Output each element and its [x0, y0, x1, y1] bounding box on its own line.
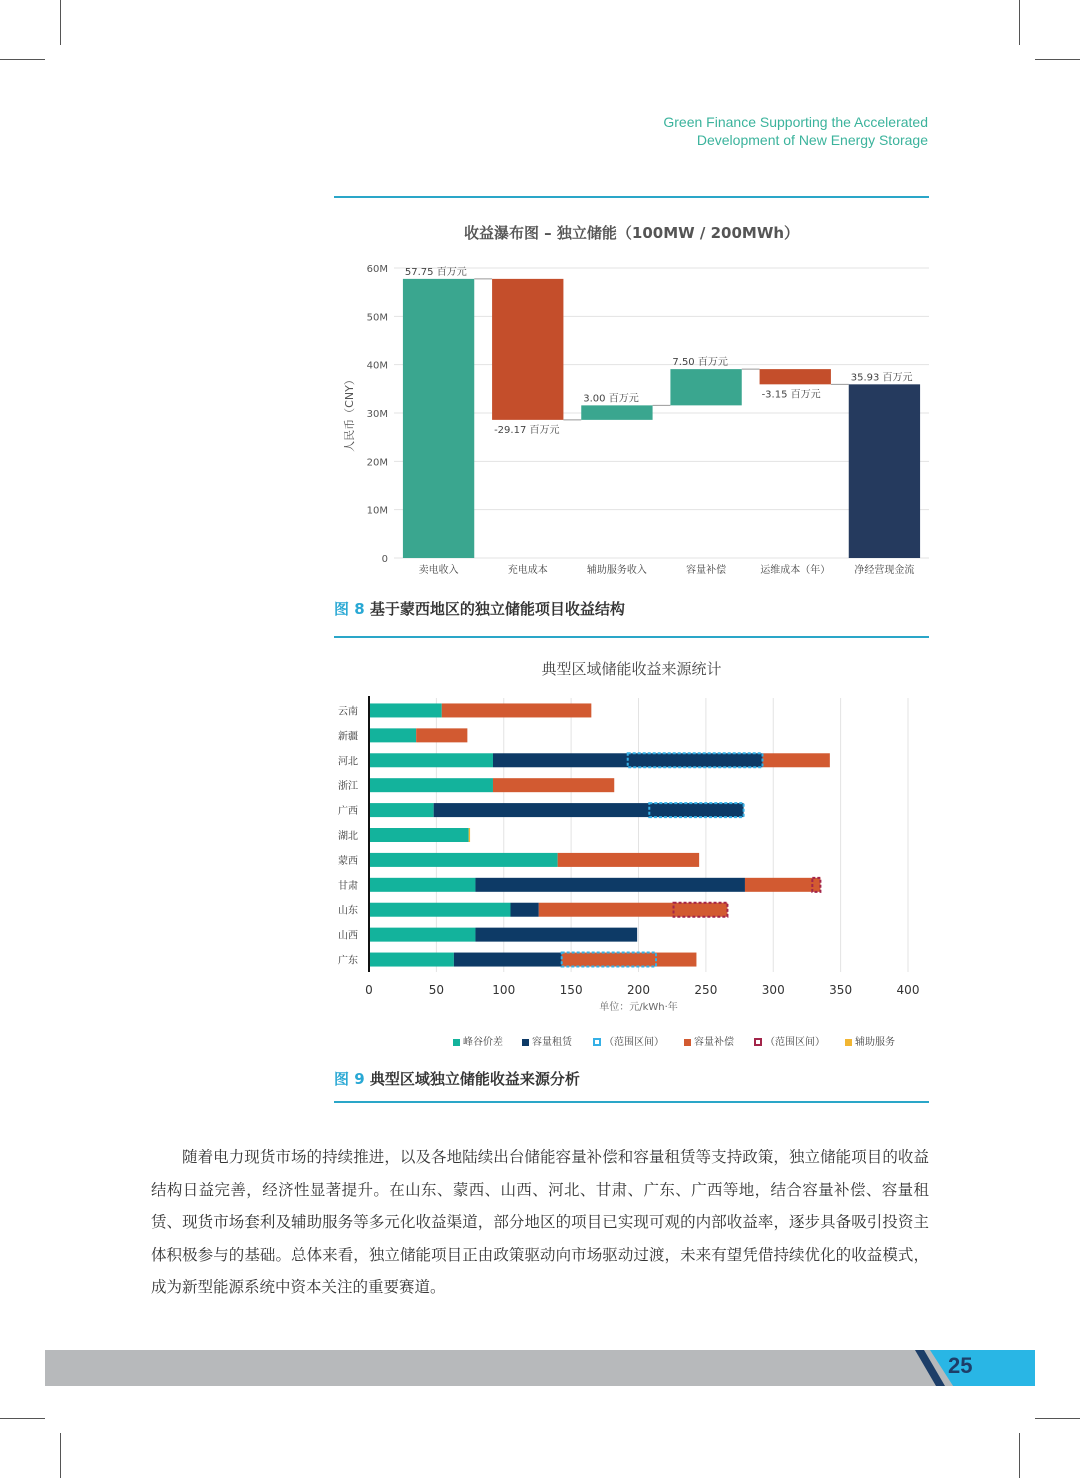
bar-segment	[454, 953, 562, 967]
crop-mark	[0, 1418, 45, 1419]
data-label: 3.00 百万元	[583, 393, 639, 405]
legend-swatch	[522, 1039, 529, 1046]
y-axis-label: 人民币（CNY）	[343, 374, 356, 452]
x-tick-label: 400	[896, 983, 920, 997]
figure-8-caption	[334, 598, 625, 619]
running-header	[663, 113, 928, 149]
bar-segment	[762, 753, 829, 767]
bar-segment	[539, 903, 728, 917]
bar-segment	[369, 903, 510, 917]
category-label: 蒙西	[338, 855, 358, 867]
crop-mark	[1035, 59, 1080, 60]
figure-rule-top	[334, 196, 929, 198]
stacked-chart-title: 典型区域储能收益来源统计	[541, 660, 722, 678]
crop-mark	[1035, 1418, 1080, 1419]
figure-8-number: 图 8	[334, 600, 365, 618]
waterfall-bar	[670, 369, 741, 405]
category-label: 湖北	[338, 831, 358, 842]
x-tick-label: 150	[559, 983, 583, 997]
x-tick-label: 300	[761, 983, 785, 997]
y-tick-label: 30M	[366, 409, 388, 420]
bar-segment	[510, 903, 538, 917]
data-label: 57.75 百万元	[404, 266, 467, 278]
body-paragraph: 随着电力现货市场的持续推进，以及各地陆续出台储能容量补偿和容量租赁等支持政策，独立储能项目的收益结构日益完善，经济性显著提升。在山东、蒙西、山西、河北、甘肃、广东、广西等地，结合容量补偿、容量租赁、现货市场套利及辅助服务等多元化收益渠道，部分地区的项目已实现可观的内部收益率，逐步具备吸引投资主体积极参与的基础。总体来看，独立储能项目正由政策驱动向市场驱动过渡，未来有望凭借持续优化的收益模式，成为新型能源系统中资本关注的重要赛道。	[151, 1148, 929, 1296]
bar-segment	[558, 853, 699, 867]
bar-segment	[369, 928, 475, 942]
x-axis-label: 单位：元/kWh·年	[599, 1002, 678, 1013]
legend-swatch	[845, 1039, 852, 1046]
data-label: 35.93 百万元	[850, 372, 913, 384]
waterfall-chart	[334, 255, 934, 585]
x-tick-label: 辅助服务收入	[586, 565, 647, 576]
y-tick-label: 40M	[366, 360, 388, 372]
bar-segment	[369, 703, 442, 717]
category-label: 浙江	[338, 781, 358, 793]
figure-8-text: 基于蒙西地区的独立储能项目收益结构	[369, 600, 625, 618]
category-label: 广西	[338, 806, 358, 818]
header-line-2: Development of New Energy Storage	[696, 132, 928, 148]
bar-segment	[369, 803, 434, 817]
y-tick-label: 10M	[366, 505, 388, 517]
header-line-1: Green Finance Supporting the Accelerated	[663, 114, 928, 130]
x-tick-label: 350	[829, 983, 853, 997]
legend-item-peak-valley: 峰谷价差	[453, 1033, 503, 1048]
waterfall-bar	[581, 405, 652, 420]
figure-9-caption	[334, 1068, 580, 1089]
category-label: 山东	[338, 905, 358, 917]
bar-segment	[475, 878, 745, 892]
page-number: 25	[948, 1353, 973, 1378]
x-tick-label: 净经营现金流	[854, 565, 915, 576]
category-label: 新疆	[338, 731, 358, 743]
x-tick-label: 容量补偿	[686, 565, 727, 576]
category-label: 河北	[338, 756, 358, 768]
category-label: 甘肃	[338, 880, 358, 892]
legend-swatch	[754, 1038, 762, 1046]
legend-item-capacity-lease: 容量租赁	[522, 1033, 572, 1048]
legend-swatch	[453, 1039, 460, 1046]
category-label: 山西	[338, 930, 358, 942]
bar-segment	[369, 753, 493, 767]
y-tick-label: 20M	[366, 457, 388, 469]
crop-mark	[60, 0, 61, 45]
bar-segment	[745, 878, 820, 892]
bar-segment	[369, 953, 454, 967]
legend-swatch	[593, 1038, 601, 1046]
x-tick-label: 250	[694, 983, 718, 997]
data-label: -3.15 百万元	[761, 389, 821, 401]
y-tick-label: 50M	[366, 312, 388, 324]
bar-segment	[369, 878, 475, 892]
waterfall-chart-title: 收益瀑布图 – 独立储能（100MW / 200MWh）	[463, 224, 800, 242]
bar-segment	[493, 778, 614, 792]
stacked-bar-chart	[334, 690, 934, 1020]
category-label: 云南	[338, 706, 358, 718]
figure-rule-bottom	[334, 1101, 929, 1103]
category-label: 广东	[338, 955, 358, 967]
x-tick-label: 50	[428, 983, 445, 997]
bar-segment	[475, 928, 637, 942]
figure-rule-mid	[334, 636, 929, 638]
y-tick-label: 0	[381, 554, 388, 565]
legend-item-lease-range: （范围区间）	[593, 1033, 664, 1048]
crop-mark	[60, 1433, 61, 1478]
bar-segment	[369, 853, 558, 867]
data-label: 7.50 百万元	[672, 357, 728, 369]
bar-segment	[416, 728, 467, 742]
legend-swatch	[684, 1039, 691, 1046]
bar-segment	[369, 728, 416, 742]
legend-item-ancillary: 辅助服务	[845, 1033, 895, 1048]
x-tick-label: 充电成本	[507, 565, 548, 576]
bar-segment	[434, 803, 744, 817]
x-tick-label: 100	[492, 983, 516, 997]
footer-bar	[45, 1350, 1035, 1386]
x-tick-label: 200	[627, 983, 650, 997]
y-tick-label: 60M	[366, 264, 388, 275]
waterfall-bar	[403, 279, 474, 558]
x-tick-label: 卖电收入	[418, 565, 459, 576]
figure-9-text: 典型区域独立储能收益来源分析	[369, 1070, 580, 1088]
x-tick-label: 运维成本（年）	[760, 565, 831, 576]
crop-mark	[0, 59, 45, 60]
data-label: -29.17 百万元	[494, 424, 560, 436]
legend-item-comp-range: （范围区间）	[754, 1033, 825, 1048]
figure-9-number: 图 9	[334, 1070, 365, 1088]
waterfall-bar	[492, 279, 563, 420]
waterfall-bar	[849, 384, 920, 558]
bar-segment	[469, 828, 470, 842]
bar-segment	[369, 778, 493, 792]
x-tick-label: 0	[365, 983, 373, 997]
crop-mark	[1019, 1433, 1020, 1478]
bar-segment	[369, 828, 469, 842]
waterfall-bar	[760, 369, 831, 384]
bar-segment	[562, 953, 697, 967]
crop-mark	[1019, 0, 1020, 45]
legend-item-capacity-comp: 容量补偿	[684, 1033, 734, 1048]
bar-segment	[442, 703, 592, 717]
